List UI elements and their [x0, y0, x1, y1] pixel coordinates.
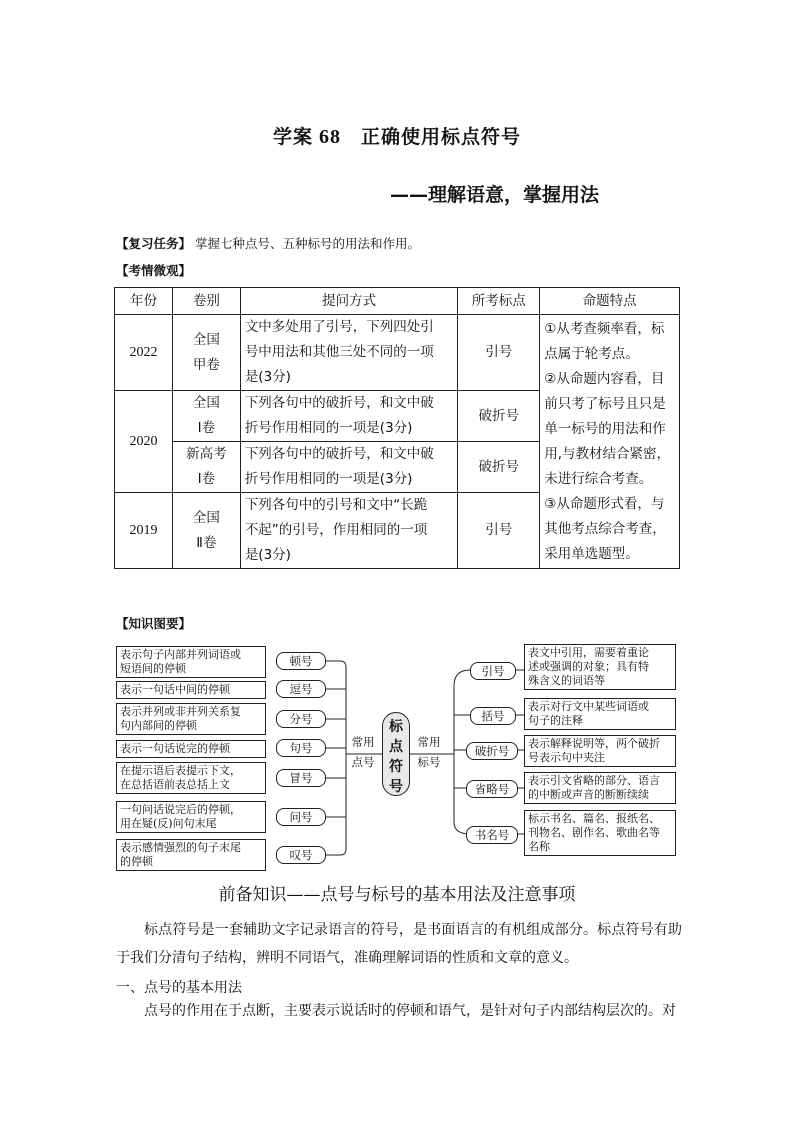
paper-line: 新高考 — [186, 446, 227, 462]
tag-maohao: 冒号 — [276, 769, 326, 787]
tag-tanhao: 叹号 — [276, 846, 326, 864]
center-char: 点 — [389, 739, 403, 755]
intro-paragraph — [116, 916, 682, 972]
question-cell — [240, 493, 458, 569]
tag-douhao: 逗号 — [276, 680, 326, 698]
paper-cell — [172, 442, 240, 493]
paper-line: 全国 — [192, 395, 220, 411]
desc-line: 的中断或声音的断断续续 — [528, 788, 649, 801]
title-number: 68 — [319, 126, 341, 148]
feature-line: 用,与教材结合紧密， — [544, 446, 671, 462]
desc-line: 用在疑(反)问句末尾 — [120, 817, 217, 830]
question-line: 下列各句中的破折号，和文中破 — [244, 395, 434, 411]
question-cell — [240, 391, 458, 442]
question-line: 折号作用相同的一项是(3分) — [244, 420, 413, 436]
label-line: 标号 — [417, 755, 441, 769]
question-line: 文中多处用了引号，下列四处引 — [244, 319, 434, 335]
exam-label: 【考情微观】 — [116, 263, 192, 278]
paper-cell — [172, 493, 240, 569]
question-cell — [240, 315, 458, 391]
heading-point-usage: 一、点号的基本用法 — [116, 980, 242, 996]
label-line: 常用 — [351, 735, 375, 749]
desc-line: 表示引文省略的部分、语言 — [528, 774, 660, 787]
knowledge-mindmap — [114, 640, 674, 870]
paper-line: 全国 — [192, 331, 220, 348]
desc-line: 表示句子内部并列词语或 — [120, 648, 241, 661]
desc-douhao — [116, 681, 266, 699]
review-task — [116, 234, 420, 252]
feature-cell — [540, 315, 680, 569]
header-feature: 命题特点 — [540, 288, 680, 315]
table-header-row — [115, 288, 680, 315]
feature-line: ①从考查频率看，标 — [544, 321, 665, 337]
feature-line: 其他考点综合考查， — [544, 521, 666, 537]
feature-line: 前只考了标号且只是 — [544, 396, 666, 412]
desc-wenhao — [116, 801, 266, 833]
tag-pozhehao: 破折号 — [466, 742, 518, 760]
tag-wenhao: 问号 — [276, 808, 326, 826]
table-row — [115, 315, 680, 391]
desc-dunhao — [116, 646, 266, 678]
mark-cell: 引号 — [458, 493, 540, 569]
desc-line: 句内部间的停顿 — [120, 719, 197, 732]
desc-kuohao — [524, 698, 676, 730]
desc-tanhao — [116, 839, 266, 871]
desc-yinhao — [524, 644, 676, 690]
paper-line: Ⅱ卷 — [196, 534, 217, 551]
label-common-mark — [414, 732, 444, 772]
question-line: 下列各句中的引号和文中“长跪 — [244, 497, 428, 513]
feature-line: ②从命题内容看，目 — [544, 371, 665, 387]
desc-line: 名称 — [528, 840, 550, 853]
label-common-point — [348, 732, 378, 772]
paper-line: Ⅰ卷 — [197, 420, 216, 436]
desc-line: 刊物名、剧作名、歌曲名等 — [528, 826, 660, 839]
desc-line: 表示解释说明等，两个破折 — [528, 737, 660, 750]
year-cell: 2020 — [115, 391, 173, 493]
mark-cell: 引号 — [458, 315, 540, 391]
desc-line: 表示并列或非并列关系复 — [120, 705, 241, 718]
label-line: 点号 — [351, 755, 375, 769]
paper-line: Ⅰ卷 — [197, 471, 216, 487]
review-label: 【复习任务】 — [116, 236, 192, 251]
tag-fenhao: 分号 — [276, 710, 326, 728]
desc-line: 表示一句话说完的停顿 — [120, 742, 230, 755]
desc-maohao — [116, 762, 266, 794]
tag-kuohao: 括号 — [470, 707, 516, 725]
desc-shuminghao — [524, 810, 676, 856]
desc-line: 殊含义的词语等 — [528, 674, 605, 687]
tag-dunhao: 顿号 — [276, 652, 326, 670]
desc-line: 标示书名、篇名、报纸名、 — [528, 812, 660, 825]
tag-yinhao: 引号 — [470, 662, 516, 680]
center-char: 标 — [389, 719, 403, 735]
desc-line: 述或强调的对象；具有特 — [528, 660, 649, 673]
center-node — [382, 712, 410, 796]
paragraph-text: 标点符号是一套辅助文字记录语言的符号，是书面语言的有机组成部分。标点符号有助于我们分清句子结构，辨明不同语气，准确理解词语的性质和文章的意义。 — [116, 922, 682, 966]
mark-cell: 破折号 — [458, 391, 540, 442]
page-subtitle: ——理解语意，掌握用法 — [390, 184, 600, 206]
header-question: 提问方式 — [240, 288, 458, 315]
question-line: 下列各句中的破折号，和文中破 — [244, 446, 434, 462]
paper-cell — [172, 391, 240, 442]
paper-line: 甲卷 — [192, 356, 220, 373]
exam-table — [114, 287, 680, 569]
feature-line: 点属于轮考点。 — [544, 346, 639, 362]
paper-cell — [172, 315, 240, 391]
question-line: 不起”的引号，作用相同的一项 — [244, 522, 428, 538]
year-cell: 2019 — [115, 493, 173, 569]
desc-line: 号表示句中夹注 — [528, 751, 605, 764]
desc-line: 句子的注释 — [528, 714, 583, 727]
tag-shuminghao: 书名号 — [466, 826, 518, 844]
feature-line: 采用单选题型。 — [544, 546, 639, 562]
point-paragraph — [116, 997, 682, 1025]
question-cell — [240, 442, 458, 493]
title-text: 正确使用标点符号 — [361, 126, 522, 148]
desc-line: 表示一句话中间的停顿 — [120, 683, 230, 696]
header-year: 年份 — [115, 288, 173, 315]
knowledge-label: 【知识图要】 — [116, 616, 192, 631]
title-prefix: 学案 — [272, 126, 313, 148]
question-line: 折号作用相同的一项是(3分) — [244, 471, 413, 487]
section-title: 前备知识——点号与标号的基本用法及注意事项 — [218, 885, 576, 905]
year-cell: 2022 — [115, 315, 173, 391]
center-char: 号 — [389, 779, 403, 795]
feature-line: 单一标号的用法和作 — [544, 421, 666, 437]
page-title — [0, 122, 794, 149]
desc-juhao — [116, 740, 266, 758]
desc-line: 一句问话说完后的停顿， — [120, 803, 241, 816]
paragraph-text: 点号的作用在于点断，主要表示说话时的停顿和语气，是针对句子内部结构层次的。对 — [144, 1003, 676, 1019]
desc-fenhao — [116, 703, 266, 735]
tag-juhao: 句号 — [276, 739, 326, 757]
question-line: 号中用法和其他三处不同的一项 — [244, 344, 434, 360]
feature-line: 未进行综合考查。 — [544, 471, 653, 487]
question-line: 是(3分) — [244, 369, 291, 385]
header-mark: 所考标点 — [458, 288, 540, 315]
desc-line: 表示对行文中某些词语或 — [528, 700, 649, 713]
desc-line: 在提示语后表提示下文， — [120, 764, 241, 777]
label-line: 常用 — [417, 735, 441, 749]
desc-pozhehao — [524, 735, 676, 767]
paper-line: 全国 — [192, 509, 220, 526]
tag-shenglvehao: 省略号 — [466, 780, 518, 798]
question-line: 是(3分) — [244, 547, 291, 563]
desc-line: 的停顿 — [120, 855, 153, 868]
desc-line: 短语间的停顿 — [120, 662, 186, 675]
desc-line: 在总括语前表总括上文 — [120, 778, 230, 791]
desc-line: 表示感情强烈的句子末尾 — [120, 841, 241, 854]
center-char: 符 — [389, 759, 403, 775]
desc-shenglvehao — [524, 772, 676, 804]
feature-line: ③从命题形式看，与 — [544, 496, 665, 512]
mark-cell: 破折号 — [458, 442, 540, 493]
review-text: 掌握七种点号、五种标号的用法和作用。 — [195, 236, 421, 251]
desc-line: 表文中引用，需要着重论 — [528, 646, 649, 659]
header-paper: 卷别 — [172, 288, 240, 315]
